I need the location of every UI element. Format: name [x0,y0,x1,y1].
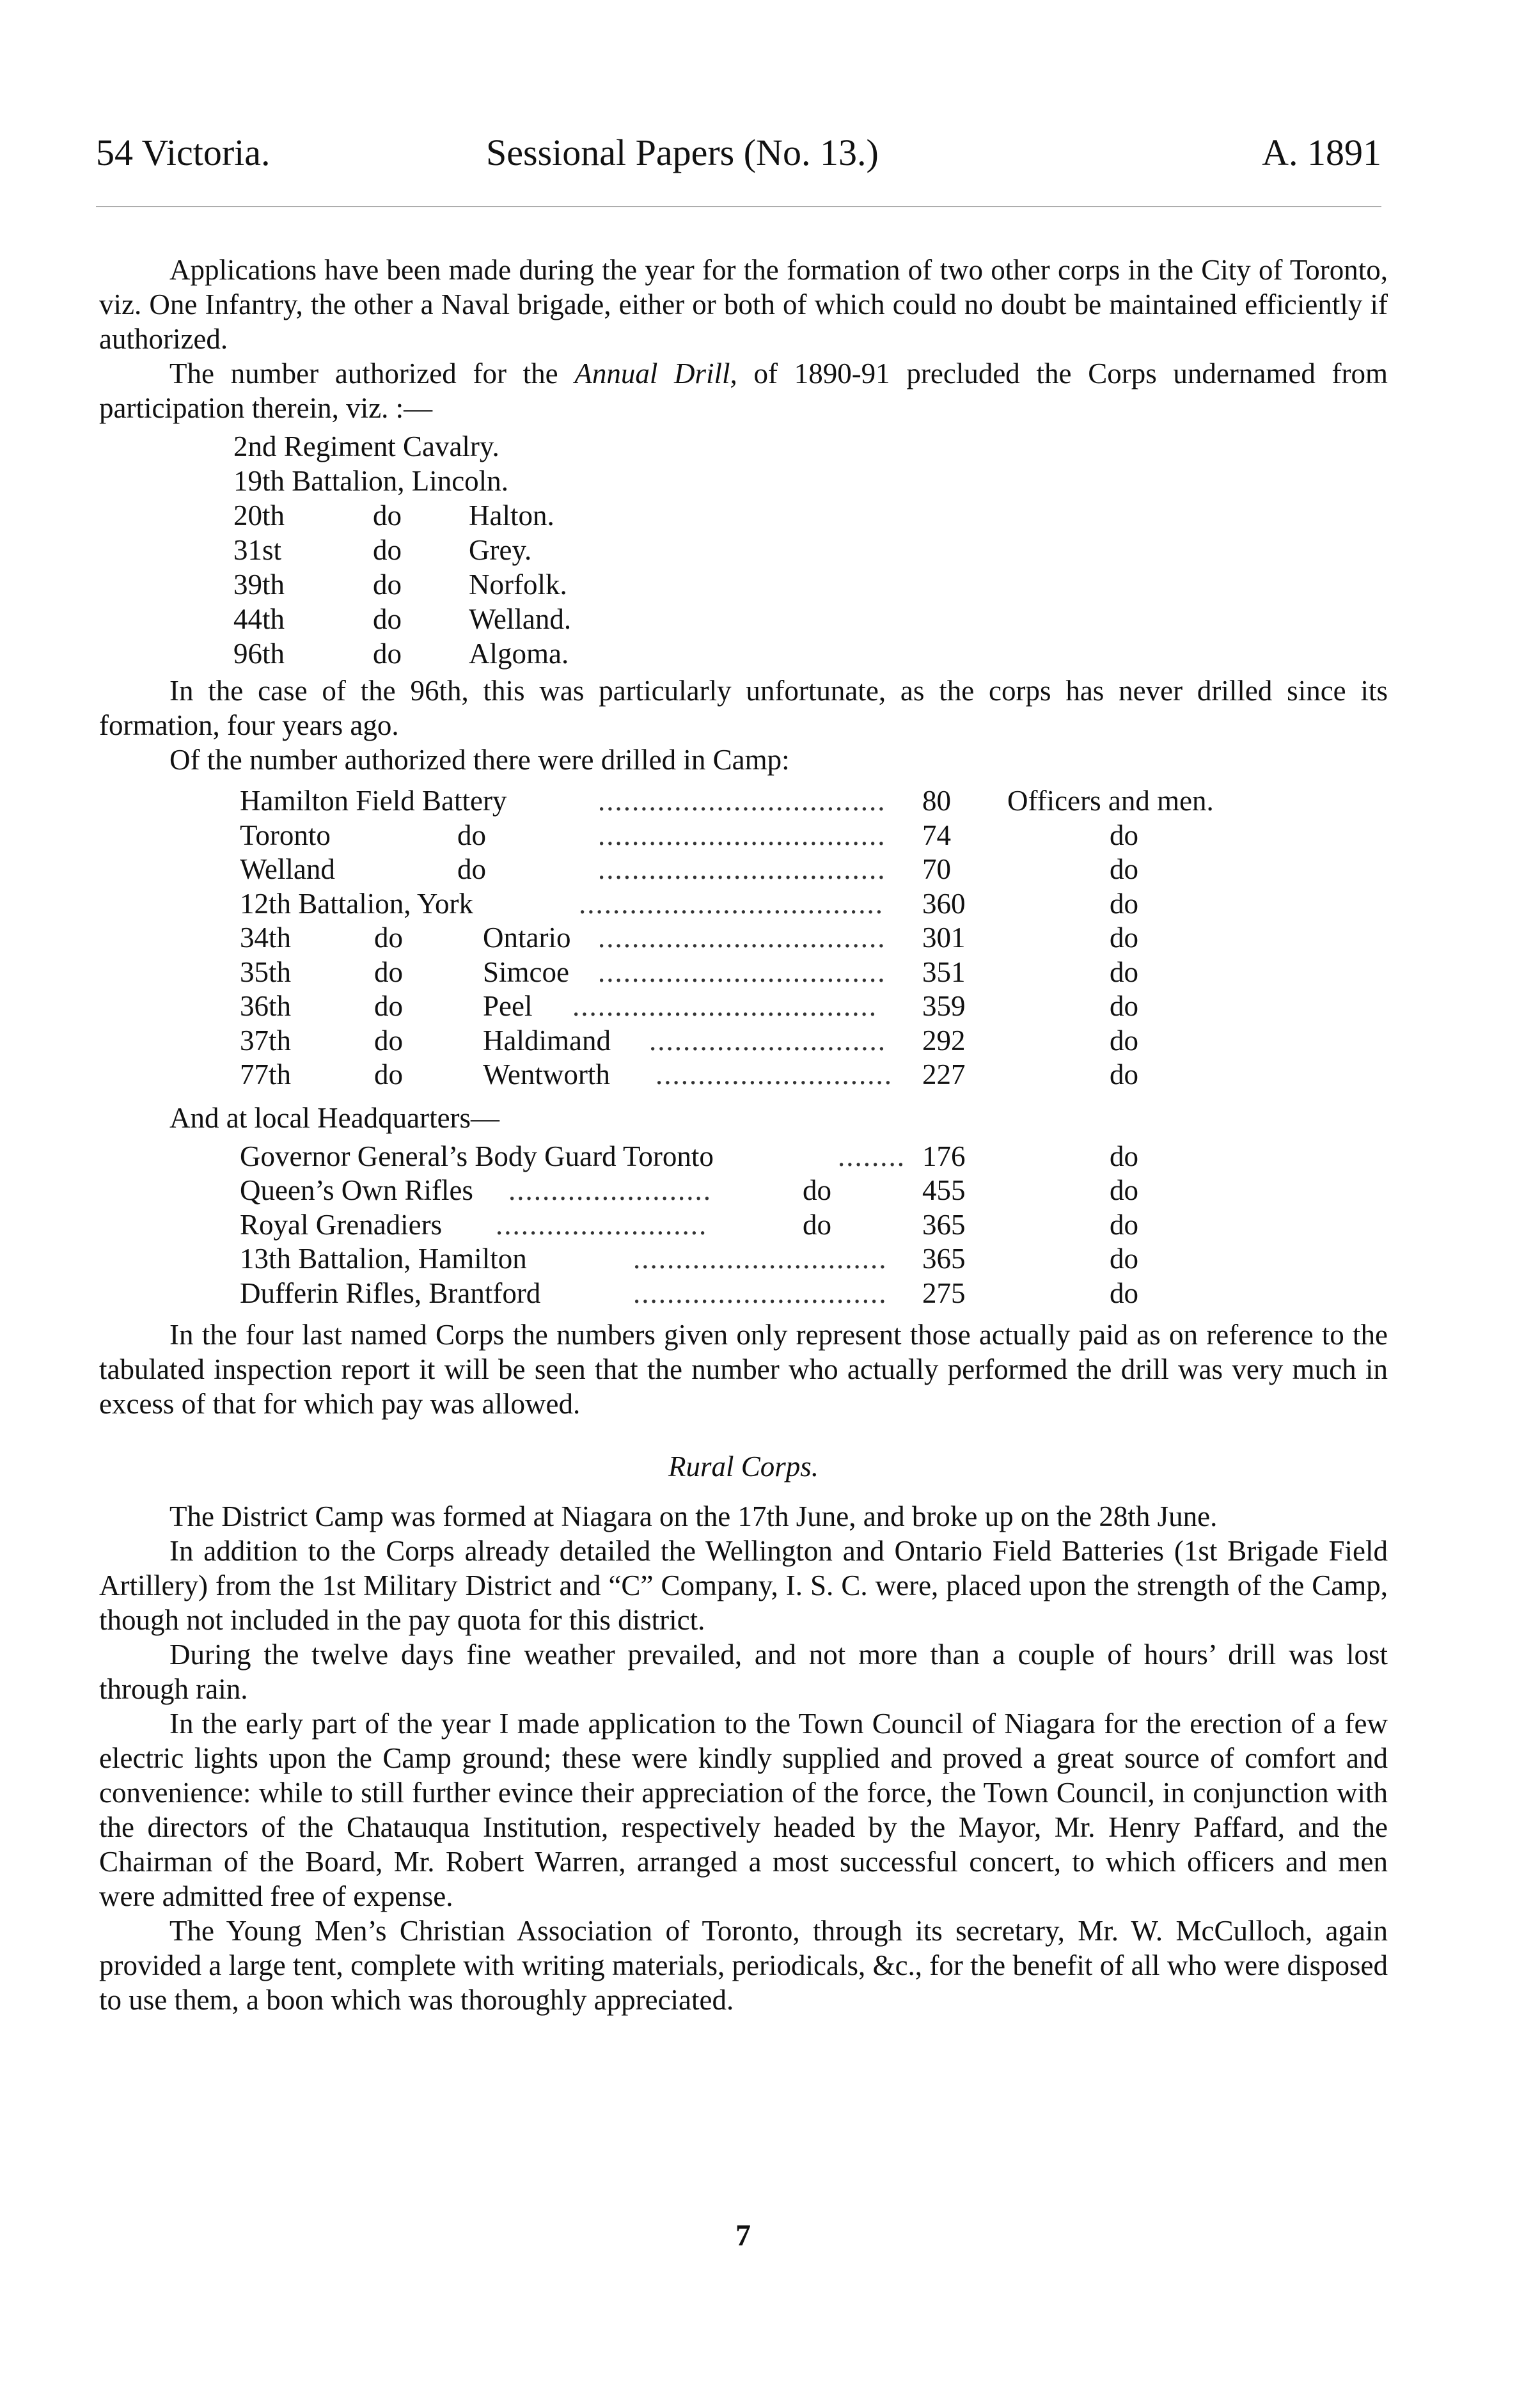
header-rule [96,206,1381,207]
local-unit-label: do [1110,1140,1138,1172]
corps-county: Norfolk. [469,569,567,601]
local-headquarters-table [240,1139,1388,1310]
corps-unit: 44th [233,603,285,635]
local-count: 365 [922,1208,966,1241]
corps-unit: 2nd Regiment Cavalry. [233,430,499,462]
paragraph-field-batteries: In addition to the Corps already detailed the Wellington and Ontario Field Batteries (1st Brigade Field Artillery) from the 1st Military District and “C” Company, I. S. C. were, placed upon the strength of the Camp, though not included in the pay quota for this district. [99,1535,1388,1636]
leader-dots: .................................... [579,887,884,920]
corps-county: Welland. [469,603,572,635]
camp-ditto: do [457,853,486,885]
paragraph-camp-intro: Of the number authorized there were drilled in Camp: [169,744,790,776]
list-item [233,464,1388,498]
camp-unit-label: Officers and men. [1007,785,1214,817]
list-item [233,636,1388,671]
page-number: 7 [735,2219,751,2253]
paragraph-weather: During the twelve days fine weather prevailed, and not more than a couple of hours’ drill was lost through rain. [99,1639,1388,1705]
list-item [233,533,1388,567]
table-row [240,886,1388,921]
local-unit-label: do [1110,1174,1138,1206]
camp-county: Peel [483,990,533,1022]
camp-unit: 36th [240,990,292,1022]
corps-unit: 39th [233,569,285,601]
leader-dots: .................................. [598,853,886,885]
leader-dots: .................................. [598,922,886,954]
leader-dots: .............................. [633,1277,888,1309]
leader-dots: ........ [838,1140,906,1172]
paragraph-annual-drill-text-b: of 1890-91 precluded the Corps undernamed from participation therein, viz. :— [99,358,1388,424]
corps-unit: 20th [233,499,285,531]
camp-unit-label: do [1110,990,1138,1022]
local-count: 176 [922,1140,966,1172]
leader-dots: .................................... [572,990,877,1022]
camp-unit-label: do [1110,955,1138,988]
table-row [240,1139,1388,1174]
local-ditto: do [803,1174,831,1206]
camp-unit: 37th [240,1024,292,1057]
camp-table [240,783,1388,1092]
local-unit-label: do [1110,1243,1138,1275]
table-row [240,818,1388,853]
list-item [233,567,1388,602]
leader-dots: ............................ [656,1058,893,1090]
camp-unit: 35th [240,955,292,988]
camp-county: Ontario [483,922,571,954]
local-unit: Dufferin Rifles, Brantford [240,1277,541,1309]
table-row [240,920,1388,955]
camp-ditto: do [457,819,486,851]
camp-unit: Welland [240,853,335,885]
camp-count: 227 [922,1058,966,1090]
camp-count: 292 [922,1024,966,1057]
table-row [240,852,1388,886]
camp-unit: Toronto [240,819,331,851]
leader-dots: .............................. [633,1243,888,1275]
local-unit: 13th Battalion, Hamilton [240,1243,527,1275]
table-row [240,1276,1388,1310]
corps-ditto: do [373,603,402,635]
camp-ditto: do [374,1024,403,1057]
paragraph-96th: In the case of the 96th, this was particularly unfortunate, as the corps has never drilled since its formation, four years ago. [99,675,1388,741]
local-unit: Queen’s Own Rifles [240,1174,473,1206]
camp-unit: 34th [240,922,292,954]
list-item [233,429,1388,464]
header-year: A. 1891 [1262,132,1381,173]
camp-ditto: do [374,990,403,1022]
camp-county: Simcoe [483,955,569,988]
local-headquarters-heading: And at local Headquarters— [169,1101,500,1134]
paragraph-annual-drill-text-a: The number authorized for the [169,358,575,389]
table-row [240,783,1388,818]
leader-dots: .................................. [598,785,886,817]
camp-unit-label: do [1110,922,1138,954]
paragraph-electric-lights: In the early part of the year I made application to the Town Council of Niagara for the erection of a few electric lights upon the Camp ground; these were kindly supplied and proved a great source of comfort and convenience: while to still further evince their appreciation of the force, the Town Council, in conjunction with the directors of the Chatauqua Institution, respectively headed by the Mayor, Mr. Henry Paffard, and the Chairman of the Board, Mr. Robert Warren, arranged a most successful concert, to which officers and men were admitted free of expense. [99,1708,1388,1912]
camp-unit-label: do [1110,853,1138,885]
leader-dots: ........................ [508,1174,712,1206]
camp-count: 351 [922,955,966,988]
section-heading-rural-corps: Rural Corps. [668,1451,819,1482]
leader-dots: ............................ [649,1024,886,1057]
local-unit: Governor General’s Body Guard Toronto [240,1140,714,1172]
paragraph-ymca: The Young Men’s Christian Association of Toronto, through its secretary, Mr. W. McCulloch, again provided a large tent, complete with writing materials, periodicals, &c., for the benefit of all who were disposed to use them, a boon which was thoroughly appreciated. [99,1915,1388,2016]
camp-unit-label: do [1110,1058,1138,1090]
camp-unit: 77th [240,1058,292,1090]
table-row [240,1057,1388,1092]
local-unit-label: do [1110,1208,1138,1241]
paragraph-annual-drill [99,356,1388,425]
leader-dots: .................................. [598,955,886,988]
camp-unit-label: do [1110,1024,1138,1057]
corps-ditto: do [373,638,402,670]
header-title: Sessional Papers (No. 13.) [486,132,879,173]
table-row [240,955,1388,989]
camp-count: 74 [922,819,951,851]
camp-county: Haldimand [483,1024,611,1057]
camp-county: Wentworth [483,1058,610,1090]
camp-count: 301 [922,922,966,954]
corps-ditto: do [373,569,402,601]
local-ditto: do [803,1208,831,1241]
paragraph-four-last-corps: In the four last named Corps the numbers given only represent those actually paid as on reference to the tabulated inspection report it will be seen that the number who actually performed the drill was very much in excess of that for which pay was allowed. [99,1319,1388,1420]
leader-dots: .................................. [598,819,886,851]
camp-ditto: do [374,1058,403,1090]
camp-ditto: do [374,955,403,988]
body-text [99,253,1388,2017]
paragraph-applications: Applications have been made during the year for the formation of two other corps in the City of Toronto, viz. One Infantry, the other a Naval brigade, either or both of which could no doubt be maintained efficiently if authorized. [99,254,1388,355]
table-row [240,1023,1388,1058]
corps-county: Algoma. [469,638,569,670]
table-row [240,1241,1388,1276]
camp-count: 80 [922,785,951,817]
paragraph-district-camp: The District Camp was formed at Niagara on the 17th June, and broke up on the 28th June. [169,1500,1218,1532]
table-row [240,1207,1388,1242]
camp-count: 360 [922,887,966,920]
corps-ditto: do [373,534,402,566]
local-unit: Royal Grenadiers [240,1208,443,1241]
camp-ditto: do [374,922,403,954]
local-count: 365 [922,1243,966,1275]
local-count: 455 [922,1174,966,1206]
header-session: 54 Victoria. [96,132,271,173]
camp-count: 70 [922,853,951,885]
list-item [233,498,1388,533]
camp-count: 359 [922,990,966,1022]
excluded-corps-list [233,429,1388,671]
table-row [240,989,1388,1023]
list-item [233,602,1388,636]
leader-dots: ......................... [496,1208,708,1241]
corps-county: Grey. [469,534,532,566]
camp-unit-label: do [1110,819,1138,851]
corps-unit: 96th [233,638,285,670]
corps-unit: 31st [233,534,282,566]
camp-unit-label: do [1110,887,1138,920]
local-count: 275 [922,1277,966,1309]
annual-drill-italic: Annual Drill, [574,358,737,389]
corps-unit: 19th Battalion, Lincoln. [233,465,508,497]
camp-unit: Hamilton Field Battery [240,785,507,817]
local-unit-label: do [1110,1277,1138,1309]
corps-ditto: do [373,499,402,531]
table-row [240,1173,1388,1207]
corps-county: Halton. [469,499,554,531]
running-header [96,131,1381,182]
camp-unit: 12th Battalion, York [240,887,474,920]
